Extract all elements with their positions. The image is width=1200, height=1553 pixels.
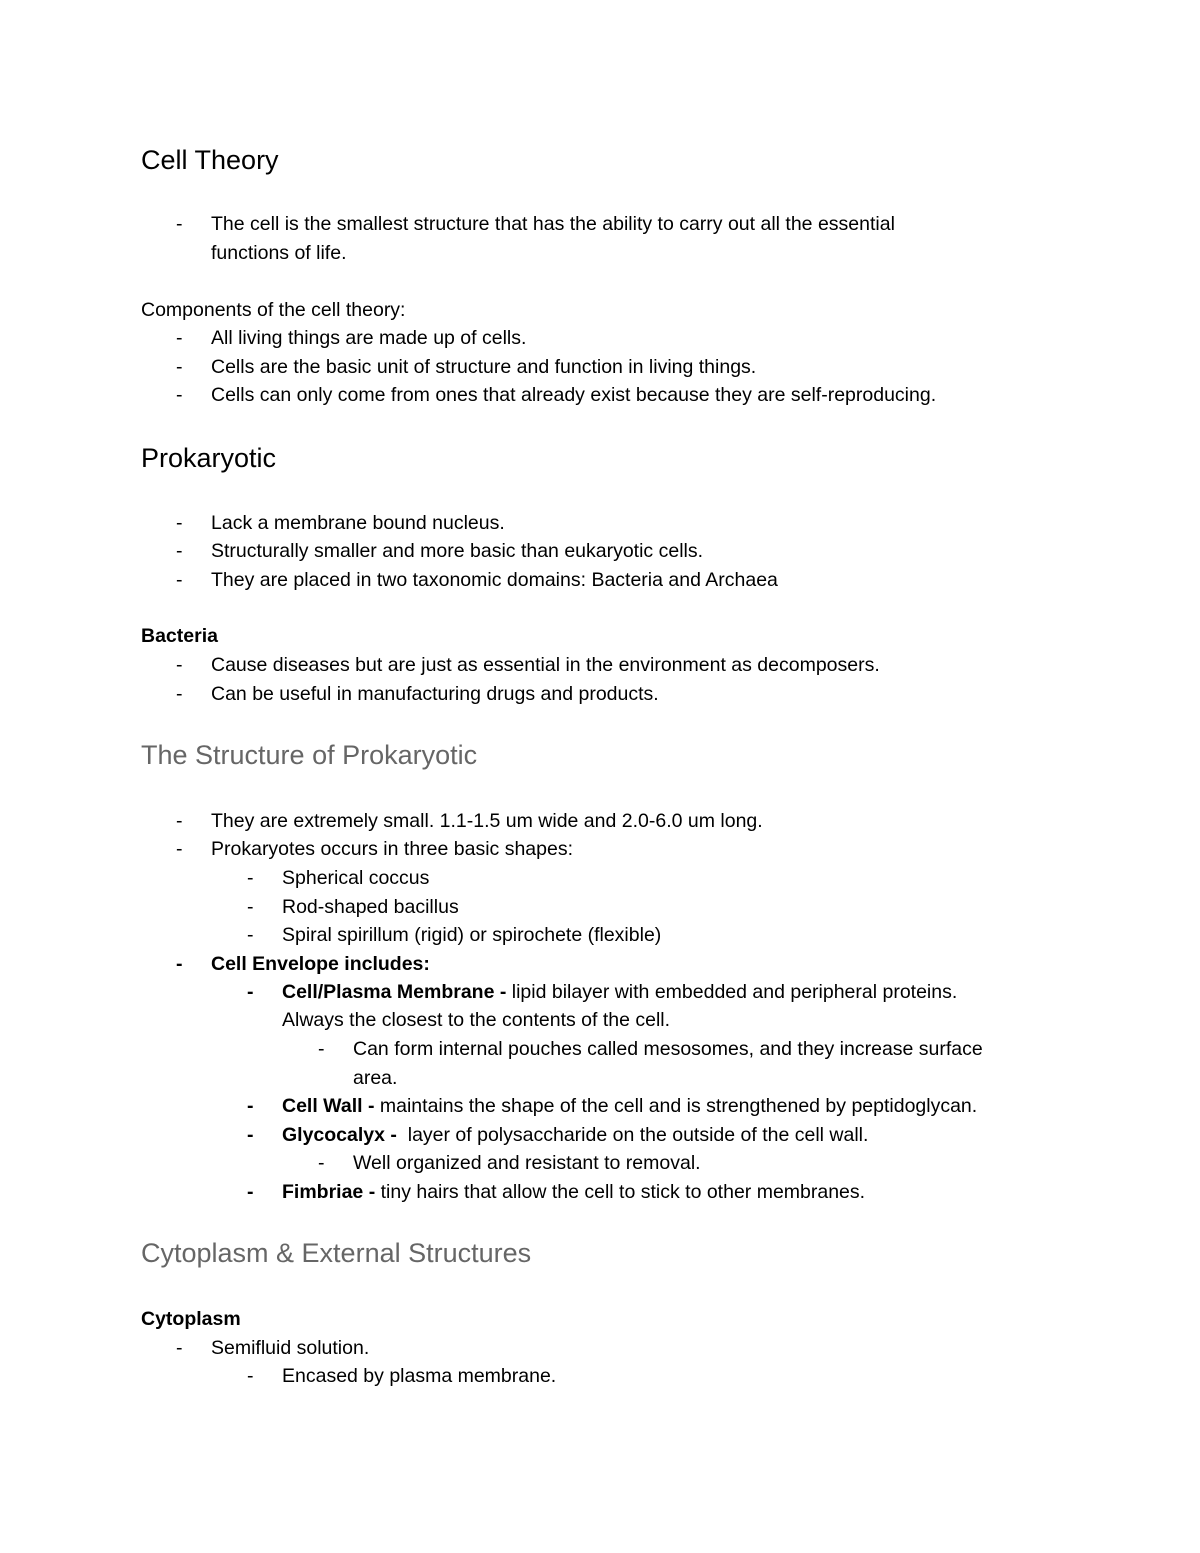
fimbriae-term: Fimbriae - [282,1181,376,1203]
bullet-dash: - [247,1365,254,1387]
fimbriae-item [282,1183,865,1203]
heading-cell-theory: Cell Theory [141,145,279,175]
cytoplasm-heading: Cytoplasm [141,1308,241,1330]
bullet-dash: - [176,1337,183,1359]
component-item: Cells can only come from ones that already exist because they are self-reproducing. [211,384,937,406]
bullet-dash: - [176,356,183,378]
envelope-heading: Cell Envelope includes: [211,953,430,975]
wall-term: Cell Wall - [282,1095,375,1117]
component-item: Cells are the basic unit of structure and function in living things. [211,356,757,378]
heading-cytoplasm-external: Cytoplasm & External Structures [141,1238,532,1268]
bullet-dash: - [176,540,183,562]
bullet-dash: - [247,867,254,889]
shapes-intro: Prokaryotes occurs in three basic shapes: [211,838,574,860]
membrane-sub-line2: area. [353,1067,398,1089]
membrane-line2: Always the closest to the contents of the cell. [282,1009,671,1031]
structure-size: They are extremely small. 1.1-1.5 um wide and 2.0-6.0 um long. [211,810,763,832]
membrane-sub-line1: Can form internal pouches called mesosomes, and they increase surface [353,1038,983,1060]
membrane-term: Cell/Plasma Membrane - [282,981,507,1003]
bullet-dash: - [247,1095,254,1117]
bullet-dash: - [247,924,254,946]
bullet-dash: - [247,1181,254,1203]
glyco-sub: Well organized and resistant to removal. [353,1152,701,1174]
bullet-dash: - [247,981,254,1003]
shape-item: Spiral spirillum (rigid) or spirochete (flexible) [282,924,662,946]
bullet-dash: - [176,810,183,832]
shape-item: Spherical coccus [282,867,430,889]
prokaryotic-bullet: Lack a membrane bound nucleus. [211,512,505,534]
glyco-desc: layer of polysaccharide on the outside of the cell wall. [396,1124,869,1146]
bullet-dash: - [318,1038,325,1060]
bullet-dash: - [247,896,254,918]
components-heading: Components of the cell theory: [141,299,406,321]
heading-prokaryotic: Prokaryotic [141,443,277,473]
cytoplasm-sub-bullet: Encased by plasma membrane. [282,1365,557,1387]
membrane-item [282,983,957,1003]
wall-item [282,1097,977,1117]
bullet-dash: - [176,512,183,534]
bullet-dash: - [176,953,183,975]
shape-item: Rod-shaped bacillus [282,896,459,918]
cytoplasm-bullet: Semifluid solution. [211,1337,370,1359]
bullet-dash: - [176,384,183,406]
bullet-dash: - [176,838,183,860]
cell-theory-bullet-line1: The cell is the smallest structure that has the ability to carry out all the essential [211,213,895,235]
prokaryotic-bullet: Structurally smaller and more basic than eukaryotic cells. [211,540,704,562]
bacteria-bullet: Cause diseases but are just as essential in the environment as decomposers. [211,654,880,676]
cell-theory-bullet-line2: functions of life. [211,242,347,264]
bullet-dash: - [176,569,183,591]
heading-structure: The Structure of Prokaryotic [141,740,478,770]
component-item: All living things are made up of cells. [211,327,527,349]
wall-desc: maintains the shape of the cell and is strengthened by peptidoglycan. [374,1095,978,1117]
bullet-dash: - [176,327,183,349]
bullet-dash: - [247,1124,254,1146]
glycocalyx-item [282,1126,868,1146]
bullet-dash: - [176,213,183,235]
bacteria-heading: Bacteria [141,625,218,647]
glyco-term: Glycocalyx - [282,1124,397,1146]
bacteria-bullet: Can be useful in manufacturing drugs and products. [211,683,659,705]
membrane-desc: lipid bilayer with embedded and peripheral proteins. [506,981,958,1003]
bullet-dash: - [176,654,183,676]
fimbriae-desc: tiny hairs that allow the cell to stick to other membranes. [375,1181,866,1203]
prokaryotic-bullet: They are placed in two taxonomic domains: Bacteria and Archaea [211,569,778,591]
bullet-dash: - [318,1152,325,1174]
bullet-dash: - [176,683,183,705]
